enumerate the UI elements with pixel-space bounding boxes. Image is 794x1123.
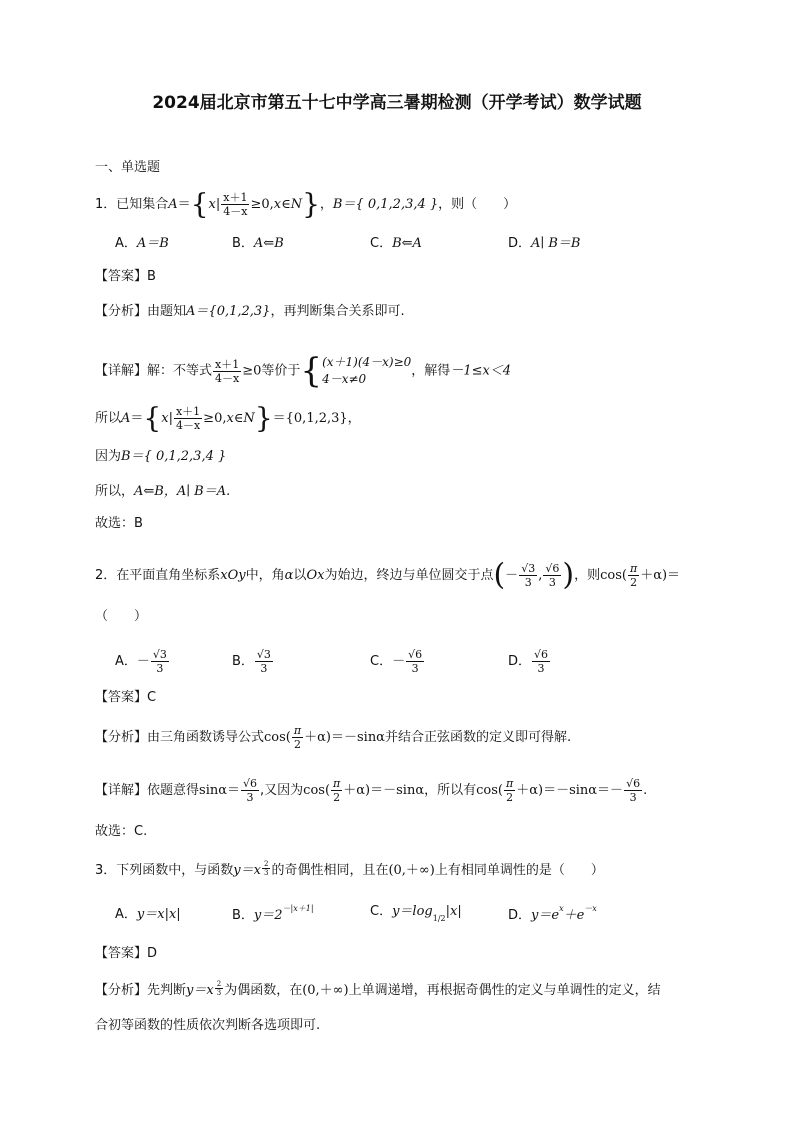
comma: ， [319, 197, 333, 212]
fraction-numerator: π [293, 724, 302, 737]
math: B＝{ 0,1,2,3,4 } [121, 449, 227, 464]
q2-analysis: 【分析】由三角函数诱导公式cos( $\frac{\pi}{2}$ ＋α)＝－sinα并结合正弦函数的定义即可得解. [95, 724, 572, 751]
q3-analysis [95, 980, 734, 1001]
detail-tag: 【详解】 [95, 363, 148, 379]
option-exponent: x [559, 904, 564, 913]
fraction-numerator: √3 [521, 562, 536, 575]
text: 依题意得 [147, 783, 200, 798]
set-a: A [121, 411, 131, 426]
comma: , [538, 568, 543, 583]
fraction [628, 562, 639, 589]
text: 为偶函数，在 [224, 983, 303, 998]
fraction-numerator: x＋1 [223, 191, 248, 204]
fraction-numerator: π [333, 777, 341, 790]
exponent-numerator: 2 [216, 980, 222, 988]
fraction-numerator: √6 [408, 648, 423, 661]
ineq: ≥0, [250, 197, 274, 212]
ineq: ≥0, [203, 411, 227, 426]
fraction-numerator: √6 [545, 562, 560, 575]
q1-option-d [508, 232, 580, 251]
answer-tag: 【答案】 [95, 946, 148, 961]
fraction [331, 777, 342, 804]
option-math: A＝B [136, 236, 169, 251]
fraction-denominator: 2 [630, 576, 638, 589]
fraction [406, 648, 424, 675]
q2-number: 2．在平面直角坐标系 [95, 568, 221, 583]
q2-paren: （ ） [95, 609, 148, 624]
fraction-denominator: 2 [506, 791, 514, 804]
fraction-numerator: π [505, 777, 514, 790]
text: 因为 [95, 449, 122, 464]
q1-number: 1．已知集合 [95, 197, 169, 212]
text: ，再判断集合关系即可. [270, 304, 405, 319]
option-label: D． [508, 908, 532, 923]
fraction-numerator: √3 [152, 648, 167, 661]
set-b: B＝{ 0,1,2,3,4 } [332, 197, 439, 212]
sign: － [505, 568, 519, 583]
text: 等价于 [261, 363, 301, 379]
option-label: C． [370, 236, 393, 251]
text: 所以， [95, 484, 135, 499]
math: cos( [600, 568, 627, 583]
option-label: D． [508, 236, 532, 251]
text: 中，角 [245, 568, 285, 583]
fraction-numerator: √3 [256, 648, 271, 661]
log-base: 1/2 [432, 914, 446, 923]
q1-option-c [370, 232, 422, 251]
q2-choose: 故选：C. [95, 824, 148, 839]
set-var: x| [208, 197, 221, 212]
math: cos( [264, 730, 291, 745]
membership: x∈N [226, 411, 255, 426]
q2-option-b [232, 648, 274, 675]
page-title: 2024届北京市第五十七中学高三暑期检测（开学考试）数学试题 [152, 93, 642, 113]
section-heading: 一、单选题 [95, 160, 161, 175]
math: cos( [476, 783, 503, 798]
membership: x∈N [273, 197, 303, 212]
fraction [151, 648, 169, 675]
option-math: |x| [445, 904, 462, 919]
answer-tag: 【答案】 [95, 269, 148, 284]
option-math: A⇐B [253, 236, 284, 251]
option-math: A∣ B＝B [531, 236, 581, 251]
fraction [221, 191, 249, 218]
math: ＝－sinα＝－ [543, 783, 624, 798]
math: ＋α)＝ [640, 568, 681, 583]
option-math: y＝e [531, 908, 560, 923]
fraction-denominator: 2 [294, 738, 301, 751]
text: ,又因为 [260, 783, 304, 798]
fraction [292, 724, 303, 751]
math: A＝{0,1,2,3} [186, 304, 271, 319]
q1-detail [95, 351, 734, 391]
exponent-numerator: 2 [263, 860, 269, 868]
exponent-denominator: 3 [263, 869, 269, 877]
system-row: (x＋1)(4－x)≥0 [322, 355, 412, 369]
set-var: x| [161, 411, 173, 426]
q1-tail: ，则（ ） [438, 197, 517, 212]
q3-answer [95, 944, 734, 964]
text: ，则 [574, 568, 601, 583]
math: Ox [306, 568, 325, 583]
option-math: y＝x|x| [136, 907, 181, 922]
fraction [174, 405, 202, 432]
math: cos( [303, 783, 331, 798]
q1-so: 所以A＝{x| $\frac{x+1}{4-x}$ ≥0,x∈N}＝{0,1,2,3}， [95, 401, 361, 435]
math: (0,＋∞) [302, 983, 349, 998]
fraction [519, 562, 537, 589]
fraction-denominator: 2 [333, 791, 341, 804]
fraction [255, 648, 273, 675]
q2-stem: 2．在平面直角坐标系xOy中，角α以Ox为始边，终边与单位圆交于点(－ $\frac{√3}{3}$ , $\frac{√6}{3}$ )，则cos( $\frac{\pi}{2}$ ＋α)＝ [95, 557, 681, 593]
fraction-denominator: 3 [246, 791, 254, 804]
fraction-numerator: √6 [243, 777, 258, 790]
analysis-tag: 【分析】 [95, 730, 148, 745]
math: α [284, 568, 294, 583]
fraction [543, 562, 561, 589]
q1-option-b [232, 232, 284, 251]
fraction-numerator: x＋1 [175, 405, 201, 418]
fraction-denominator: 3 [524, 576, 532, 589]
math: ＝－sinα [330, 730, 385, 745]
system-row: 4－x≠0 [322, 372, 367, 386]
option-math: y＝2 [253, 908, 283, 923]
q2-option-a [115, 648, 170, 675]
option-math: y＝log [392, 904, 433, 919]
fraction-denominator: 3 [156, 662, 164, 675]
text: 并结合正弦函数的定义即可得解. [384, 730, 572, 745]
exponent [262, 860, 270, 877]
q1-because [95, 447, 734, 467]
fraction-denominator: 3 [548, 576, 556, 589]
math: A⇐B，A∣ B＝A. [134, 484, 231, 499]
q3-stem [95, 860, 734, 881]
set-a: A [168, 197, 178, 212]
inequality-system: { (x＋1)(4－x)≥0 4－x≠0 [300, 351, 412, 391]
q1-thus [95, 482, 734, 502]
text: 上有相同单调性的是（ ） [434, 863, 604, 878]
sign: － [392, 654, 406, 669]
q2-answer [95, 688, 734, 708]
option-label: B． [232, 654, 254, 669]
fraction-denominator: 4－x [175, 419, 201, 432]
text: 解：不等式 [147, 363, 213, 379]
option-exponent: －x [584, 904, 597, 913]
text: 由三角函数诱导公式 [147, 730, 265, 745]
exponent-denominator: 3 [216, 989, 222, 997]
text: 为始边，终边与单位圆交于点 [324, 568, 494, 583]
math: (0,＋∞) [388, 863, 435, 878]
q1-stem: 1．已知集合A＝{x| $\frac{x+1}{4-x}$ ≥0,x∈N}，B＝{ 0,1,2,3,4 }，则（ ） [95, 187, 517, 221]
option-label: B． [232, 236, 254, 251]
text: 所以 [95, 411, 122, 426]
option-label: C． [370, 904, 393, 919]
fraction [624, 777, 642, 804]
q3-option-a [115, 903, 181, 922]
text: 由题知 [147, 304, 187, 319]
q1-analysis [95, 302, 734, 322]
analysis-tag: 【分析】 [95, 983, 148, 998]
option-label: C． [370, 654, 393, 669]
answer-value: D [147, 946, 158, 961]
q3-option-c [370, 900, 462, 923]
math: xOy [220, 568, 246, 583]
fraction-denominator: 4－x [215, 371, 240, 385]
detail-tag: 【详解】 [95, 783, 148, 798]
option-label: A． [115, 907, 137, 922]
q1-answer [95, 267, 734, 287]
option-math: B⇐A [392, 236, 422, 251]
q3-number: 3．下列函数中，与函数 [95, 863, 234, 878]
fraction-numerator: √6 [626, 777, 641, 790]
fraction-denominator: 3 [260, 662, 268, 675]
answer-tag: 【答案】 [95, 690, 148, 705]
fraction-denominator: 3 [629, 791, 637, 804]
option-math: ＋e [563, 908, 585, 923]
fraction-denominator: 3 [411, 662, 419, 675]
answer-value: B [147, 269, 156, 284]
math: y＝x [186, 983, 214, 998]
fraction [241, 777, 259, 804]
option-label: A． [115, 654, 137, 669]
answer-value: C [147, 690, 157, 705]
fraction-numerator: π [629, 562, 638, 575]
fraction [504, 777, 515, 804]
option-label: B． [232, 908, 254, 923]
option-label: A． [115, 236, 137, 251]
math: sinα＝ [199, 783, 241, 798]
q3-option-d [508, 903, 597, 923]
fraction [532, 648, 550, 675]
fraction-numerator: x＋1 [215, 357, 240, 371]
q3-option-b [232, 903, 314, 923]
text: . [643, 783, 648, 798]
q2-option-d [508, 648, 551, 675]
q1-choose: 故选：B [95, 516, 143, 531]
sign: － [136, 654, 150, 669]
math: y＝x [233, 863, 261, 878]
fraction-numerator: √6 [534, 648, 549, 661]
q3-analysis-line2: 合初等函数的性质依次判断各选项即可. [95, 1018, 321, 1033]
math: －1≤x＜4 [450, 363, 512, 379]
option-label: D． [508, 654, 532, 669]
text: 先判断 [147, 983, 187, 998]
fraction-denominator: 3 [537, 662, 545, 675]
text: 上单调递增，再根据奇偶性的定义与单调性的定义，结 [348, 983, 661, 998]
text: 的奇偶性相同，且在 [271, 863, 389, 878]
q2-option-c [370, 648, 425, 675]
fraction [213, 358, 241, 385]
math: ＝－sinα [370, 783, 425, 798]
text: ，解得 [411, 363, 451, 379]
q1-option-a [115, 232, 169, 251]
fraction-denominator: 4－x [223, 205, 248, 218]
text: 以 [293, 568, 307, 583]
analysis-tag: 【分析】 [95, 304, 148, 319]
option-exponent: －|x＋1| [282, 904, 314, 913]
text: ，所以有 [424, 783, 477, 798]
q2-detail: 【详解】依题意得sinα＝ $\frac{√6}{3}$ ,又因为cos( $\frac{\pi}{2}$ ＋α)＝－sinα，所以有cos( $\frac{\pi}{2}$ ＋α)＝－sinα＝－ $\frac{√6}{3}$ . [95, 777, 648, 804]
exponent [215, 980, 223, 997]
math: ＝{0,1,2,3}， [272, 411, 361, 426]
ineq: ≥0 [242, 363, 262, 379]
